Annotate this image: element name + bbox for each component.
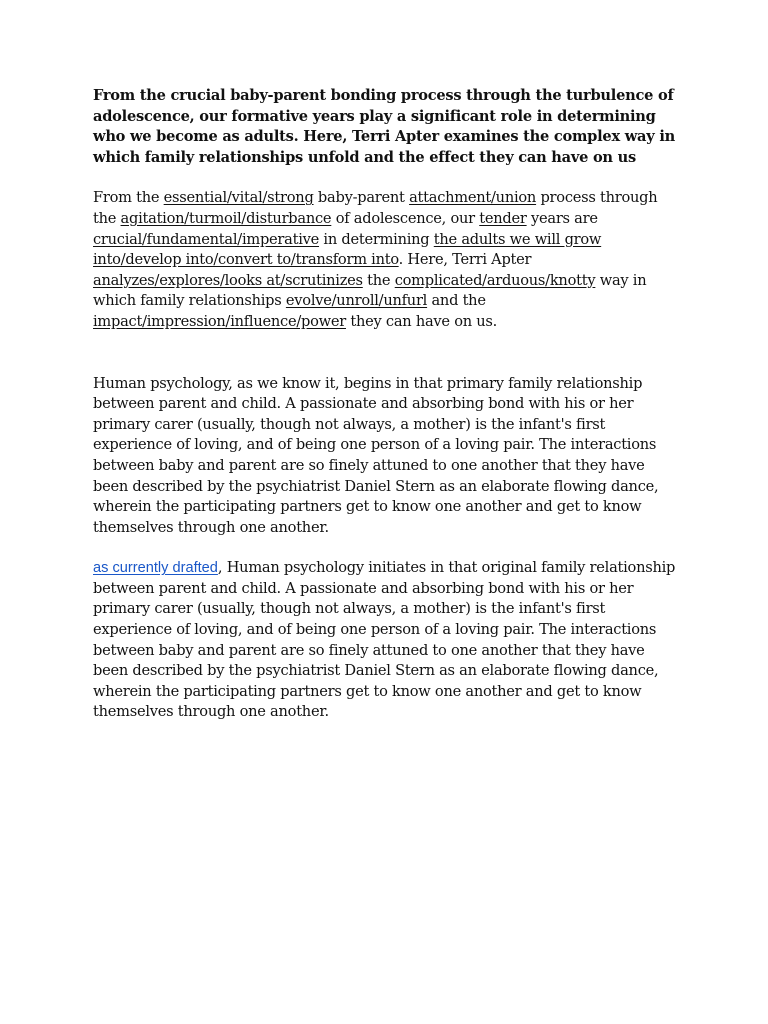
synonym-options: analyzes/explores/looks at/scrutinizes bbox=[93, 271, 363, 289]
synonym-options: evolve/unroll/unfurl bbox=[285, 292, 428, 310]
text-run: years are bbox=[526, 209, 598, 227]
synonym-options: the adults we will grow into/develop into/convert to/transform into bbox=[93, 230, 602, 269]
text-run: baby-parent bbox=[313, 189, 410, 207]
synonym-options: tender bbox=[479, 209, 527, 227]
as-currently-drafted-link[interactable]: as currently drafted bbox=[93, 560, 218, 577]
document-body bbox=[93, 86, 678, 723]
synonym-options: impact/impression/influence/power bbox=[93, 312, 346, 330]
synonym-paragraph bbox=[93, 188, 678, 332]
original-paragraph: Human psychology, as we know it, begins in that primary family relationship between parent and child. A passionate and absorbing bond with his or her primary carer (usually, though not always, a mother) is the infant's first experience of loving, and of being one person of a loving pair. The interactions between baby and parent are so finely attuned to one another that they have been described by the psychiatrist Daniel Stern as an elaborate flowing dance, wherein the participating partners get to know one another and get to know themselves through one another. bbox=[93, 374, 659, 536]
synonym-options: agitation/turmoil/disturbance bbox=[120, 209, 332, 227]
lead-paragraph: From the crucial baby-parent bonding process through the turbulence of adolescence, our formative years play a significant role in determining who we become as adults. Here, Terri Apter examines the complex way in which family relationships unfold and the effect they can have on us bbox=[93, 87, 675, 166]
text-run: way in which family relationships bbox=[93, 271, 647, 310]
text-run: in determining bbox=[319, 230, 434, 248]
text-run: From the bbox=[93, 189, 164, 207]
text-run: the bbox=[362, 271, 395, 289]
synonym-options: attachment/union bbox=[409, 189, 537, 207]
draft-paragraph bbox=[93, 558, 678, 723]
synonym-options: crucial/fundamental/imperative bbox=[93, 230, 320, 248]
synonym-options: essential/vital/strong bbox=[163, 189, 314, 207]
text-run: they can have on us. bbox=[346, 312, 498, 330]
synonym-options: complicated/arduous/knotty bbox=[394, 271, 596, 289]
text-run: and the bbox=[427, 292, 486, 310]
draft-text: , Human psychology initiates in that original family relationship between parent and child. A passionate and absorbing bond with his or her primary carer (usually, though not always, a mother) is the infant's first experience of loving, and of being one person of a loving pair. The interactions between baby and parent are so finely attuned to one another that they have been described by the psychiatrist Daniel Stern as an elaborate flowing dance, wherein the participating partners get to know one another and get to know themselves through one another. bbox=[93, 559, 676, 721]
text-run: of adolescence, our bbox=[331, 209, 480, 227]
text-run: process through the bbox=[93, 189, 658, 227]
text-run: . Here, Terri Apter bbox=[398, 251, 532, 269]
